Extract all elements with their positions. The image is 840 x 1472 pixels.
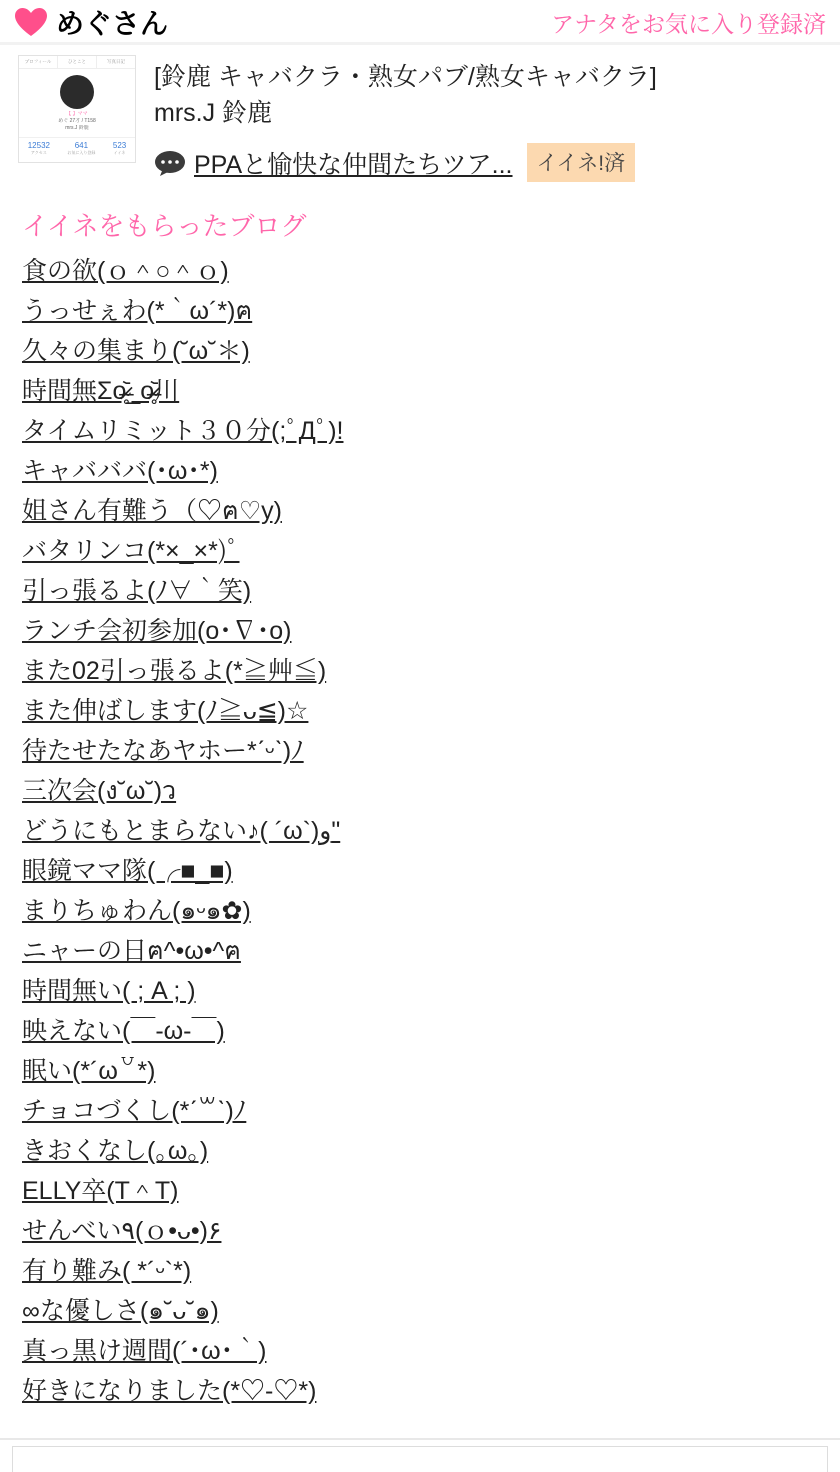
list-item[interactable]: 有り難み( *´ᵕ`*): [22, 1257, 192, 1285]
list-item[interactable]: 待たせたなあヤホー*ˊᵕˋ)ﾉ: [22, 737, 304, 765]
list-item[interactable]: ランチ会初参加(o･∇･o): [22, 617, 292, 645]
profile-thumbnail[interactable]: [18, 55, 136, 163]
thumbnail-stats: [19, 137, 135, 156]
list-item[interactable]: キャバババ(･ω･*): [22, 457, 218, 485]
list-item[interactable]: 眼鏡ママ隊(╭■_■): [22, 857, 233, 885]
stat-access-value: 12532: [27, 141, 50, 150]
list-item[interactable]: どうにもとまらない♪( ´ω`)و": [22, 817, 341, 845]
shop-name: mrs.J 鈴鹿: [154, 99, 273, 127]
profile-block: [0, 45, 840, 184]
avatar: [60, 75, 94, 109]
list-item[interactable]: 映えない(￣-ω-￣): [22, 1017, 225, 1045]
blog-list: [0, 247, 840, 1411]
page-header: [0, 0, 840, 42]
stat-access: [28, 141, 50, 156]
list-item[interactable]: また02引っ張るよ(*≧艸≦): [22, 657, 327, 685]
list-item[interactable]: きおくなし(｡ω｡): [22, 1137, 209, 1165]
stat-likes-value: 523: [112, 141, 127, 150]
list-item[interactable]: 引っ張るよ(ﾉ∀｀笑): [22, 577, 252, 605]
favorite-status-note: アナタをお気に入り登録済: [551, 10, 826, 37]
thumbnail-tab-photo-diary: 写真日記: [107, 59, 125, 64]
stat-favorites: [67, 141, 95, 156]
heart-icon: [14, 7, 48, 37]
list-item[interactable]: 真っ黒け週間(´･ω･｀): [22, 1337, 267, 1365]
list-item[interactable]: 時間無Σo̴̶̷̥᷅_o̴̶̷̥᷅川: [22, 377, 180, 405]
list-item[interactable]: 時間無い( ; A ; ): [22, 977, 196, 1005]
list-item[interactable]: チョコづくし(*ˊ꒳ˋ)ﾉ: [22, 1097, 247, 1125]
list-item[interactable]: せんべい٩(ｏ•ᴗ•)۶: [22, 1217, 222, 1245]
thumbnail-sub-line: めぐ 27才 / T158: [58, 118, 96, 124]
list-item[interactable]: 姐さん有難う（♡ฅ♡y): [22, 497, 282, 525]
thumbnail-tabs: [19, 56, 135, 69]
list-item[interactable]: 三次会(ง˘ω˘)ว: [22, 777, 177, 805]
list-item[interactable]: うっせぇわ(*｀ω´*)ฅ: [22, 297, 253, 325]
stat-likes: [113, 141, 126, 156]
profile-text-block: [136, 55, 657, 182]
shop-category: [鈴鹿 キャバクラ・熟女パブ/熟女キャバクラ]: [154, 63, 657, 91]
list-item[interactable]: タイムリミット３０分(;ﾟДﾟ)!: [22, 417, 344, 445]
section-title: イイネをもらったブログ: [22, 211, 307, 241]
thumbnail-tab-profile: プロフィール: [19, 56, 58, 68]
bottom-panel: [12, 1446, 828, 1472]
thumbnail-name-line: 【 】ママ: [66, 111, 88, 117]
list-item[interactable]: 眠い(*´ω꒵*): [22, 1057, 156, 1085]
list-item[interactable]: 好きになりました(*♡-♡*): [22, 1377, 317, 1405]
list-item[interactable]: ELLY卒(T＾T): [22, 1177, 179, 1205]
speech-balloon-icon: [154, 150, 186, 176]
list-item[interactable]: 食の欲(ｏ＾○＾ｏ): [22, 257, 229, 285]
stat-favorites-label: お気に入り登録: [67, 150, 96, 155]
thumbnail-tab-hitokoto: ひとこと: [58, 56, 97, 68]
status-badge: イイネ!済: [527, 143, 636, 182]
post-line: [154, 143, 657, 182]
list-item[interactable]: ∞な優しさ(๑˘ᴗ˘๑): [22, 1297, 219, 1325]
list-item[interactable]: 久々の集まり(˘ω˘＊): [22, 337, 250, 365]
list-item[interactable]: まりちゅわん(๑ᵕ๑✿): [22, 897, 251, 925]
bottom-divider: [0, 1438, 840, 1440]
stat-access-label: アクセス: [30, 150, 47, 155]
list-item[interactable]: また伸ばします(ﾉ≧ᴗ≦)☆: [22, 697, 309, 725]
thumbnail-shop-line: mrs.J 鈴鹿: [65, 125, 89, 131]
stat-likes-label: イイネ: [113, 150, 126, 155]
list-item[interactable]: ニャーの日ฅ^•ω•^ฅ: [22, 937, 241, 965]
post-title-link[interactable]: PPAと愉快な仲間たちツア...: [194, 150, 513, 179]
user-name: めぐさん: [56, 8, 169, 39]
list-item[interactable]: バタリンコ(*×_×*)ﾟ: [22, 537, 240, 565]
stat-favorites-value: 641: [74, 141, 89, 150]
